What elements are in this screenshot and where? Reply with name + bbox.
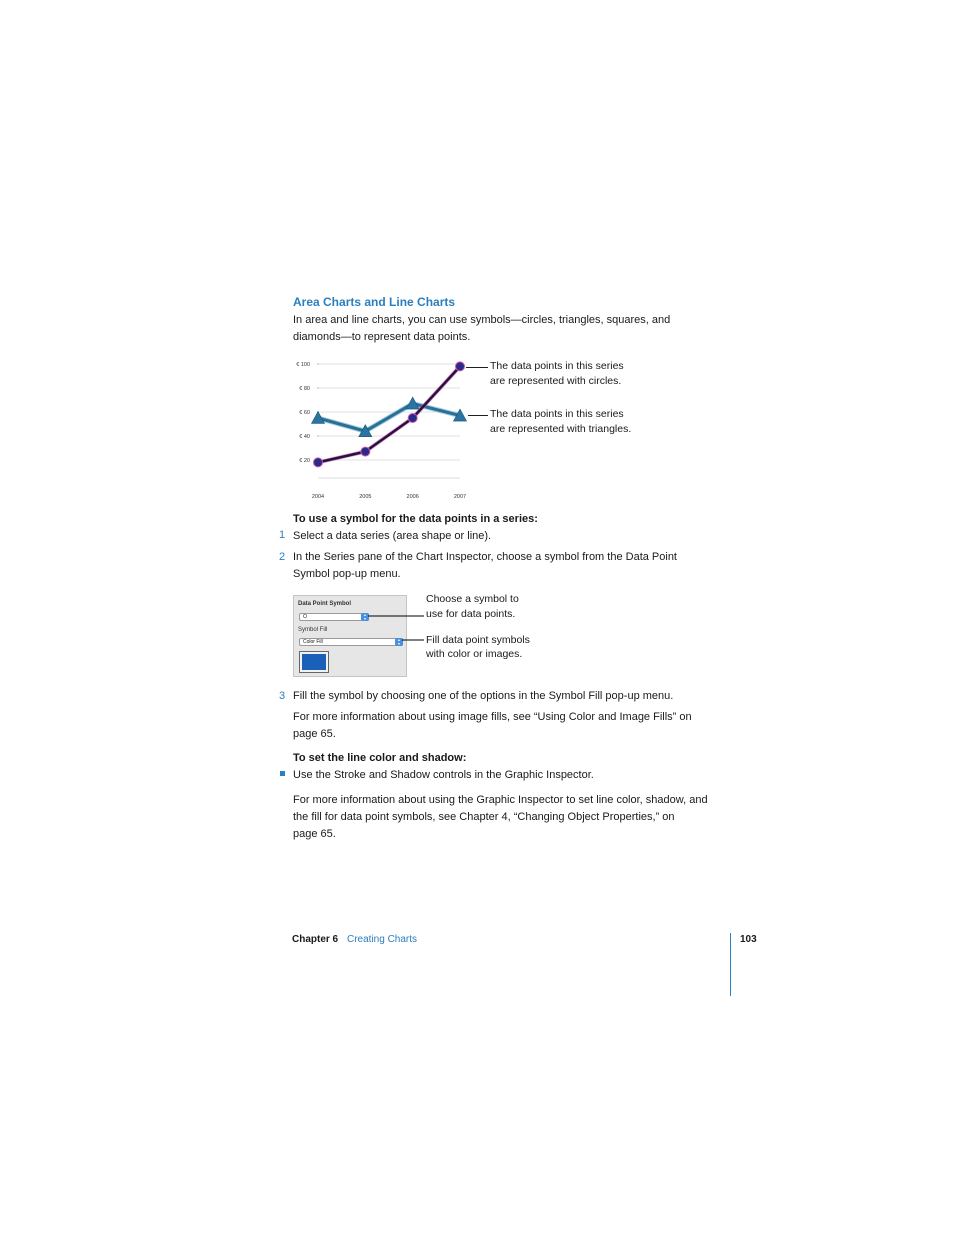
intro-line-1: In area and line charts, you can use symbols—circles, triangles, squares, and <box>293 314 671 326</box>
circle-marker <box>361 447 370 456</box>
task-heading-line-color: To set the line color and shadow: <box>293 752 467 764</box>
y-tick-label: € 80 <box>299 386 310 392</box>
step-3-text: Fill the symbol by choosing one of the options in the Symbol Fill pop-up menu. <box>293 690 674 702</box>
bullet-square-icon <box>280 771 285 776</box>
callout-fill-line-2: with color or images. <box>426 648 523 660</box>
circle-marker <box>314 458 323 467</box>
x-tick-label: 2005 <box>359 494 372 500</box>
symbol-fill-value: Color Fill <box>303 639 323 645</box>
series-line-circles <box>318 366 460 462</box>
more-info-graphic-line-2: the fill for data point symbols, see Chapter 4, “Changing Object Properties,” on <box>293 811 675 823</box>
callout-symbol-line-1: Choose a symbol to <box>426 593 519 605</box>
x-tick-label: 2006 <box>406 494 419 500</box>
data-point-symbol-popup[interactable] <box>299 613 369 621</box>
more-info-fills-line-1: For more information about using image fills, see “Using Color and Image Fills” on <box>293 711 692 723</box>
step-3-number: 3 <box>279 690 286 702</box>
popup-arrows-icon: ▴ ▾ <box>395 638 403 646</box>
x-tick-label: 2004 <box>311 494 325 500</box>
symbol-fill-label: Symbol Fill <box>298 627 328 633</box>
callout-triangles-line-1: The data points in this series <box>490 408 624 420</box>
section-title: Area Charts and Line Charts <box>293 295 456 309</box>
circle-marker <box>408 414 417 423</box>
more-info-fills-line-2: page 65. <box>293 728 336 740</box>
step-1-number: 1 <box>279 529 286 541</box>
color-swatch[interactable] <box>299 651 329 673</box>
y-tick-label: € 60 <box>299 410 310 416</box>
y-tick-label: € 40 <box>299 434 310 440</box>
more-info-graphic-line-1: For more information about using the Graphic Inspector to set line color, shadow, and <box>293 794 708 806</box>
y-tick-label: € 100 <box>296 362 310 368</box>
footer-chapter-title-link[interactable]: Creating Charts <box>347 934 418 945</box>
step-1-text: Select a data series (area shape or line). <box>293 530 492 542</box>
footer-divider <box>730 933 731 996</box>
footer-page-number: 103 <box>740 934 757 945</box>
task-heading-symbol: To use a symbol for the data points in a series: <box>293 513 538 525</box>
color-swatch-fill <box>302 654 326 670</box>
popup-arrows-icon: ▴ ▾ <box>361 613 369 621</box>
intro-line-2: diamonds—to represent data points. <box>293 331 471 343</box>
footer-chapter: Chapter 6 <box>292 934 339 945</box>
x-tick-label: 2007 <box>453 494 467 500</box>
y-tick-label: € 20 <box>299 458 310 464</box>
callout-circles-line-1: The data points in this series <box>490 360 624 372</box>
callout-fill-line-1: Fill data point symbols <box>426 634 530 646</box>
circle-marker <box>456 362 465 371</box>
step-2-text-line-2: Symbol pop-up menu. <box>293 568 401 580</box>
data-point-symbol-value: O <box>303 614 307 620</box>
callout-triangles-line-2: are represented with triangles. <box>490 423 632 435</box>
callout-circles-line-2: are represented with circles. <box>490 375 622 387</box>
inspector-callout-lines <box>360 600 430 650</box>
data-point-symbol-label: Data Point Symbol <box>298 601 352 607</box>
callout-symbol-line-2: use for data points. <box>426 608 516 620</box>
bullet-text: Use the Stroke and Shadow controls in the Graphic Inspector. <box>293 769 594 781</box>
series-line-glow <box>318 366 460 462</box>
step-2-text-line-1: In the Series pane of the Chart Inspector, choose a symbol from the Data Point <box>293 551 677 563</box>
step-2-number: 2 <box>279 551 286 563</box>
more-info-graphic-line-3: page 65. <box>293 828 336 840</box>
